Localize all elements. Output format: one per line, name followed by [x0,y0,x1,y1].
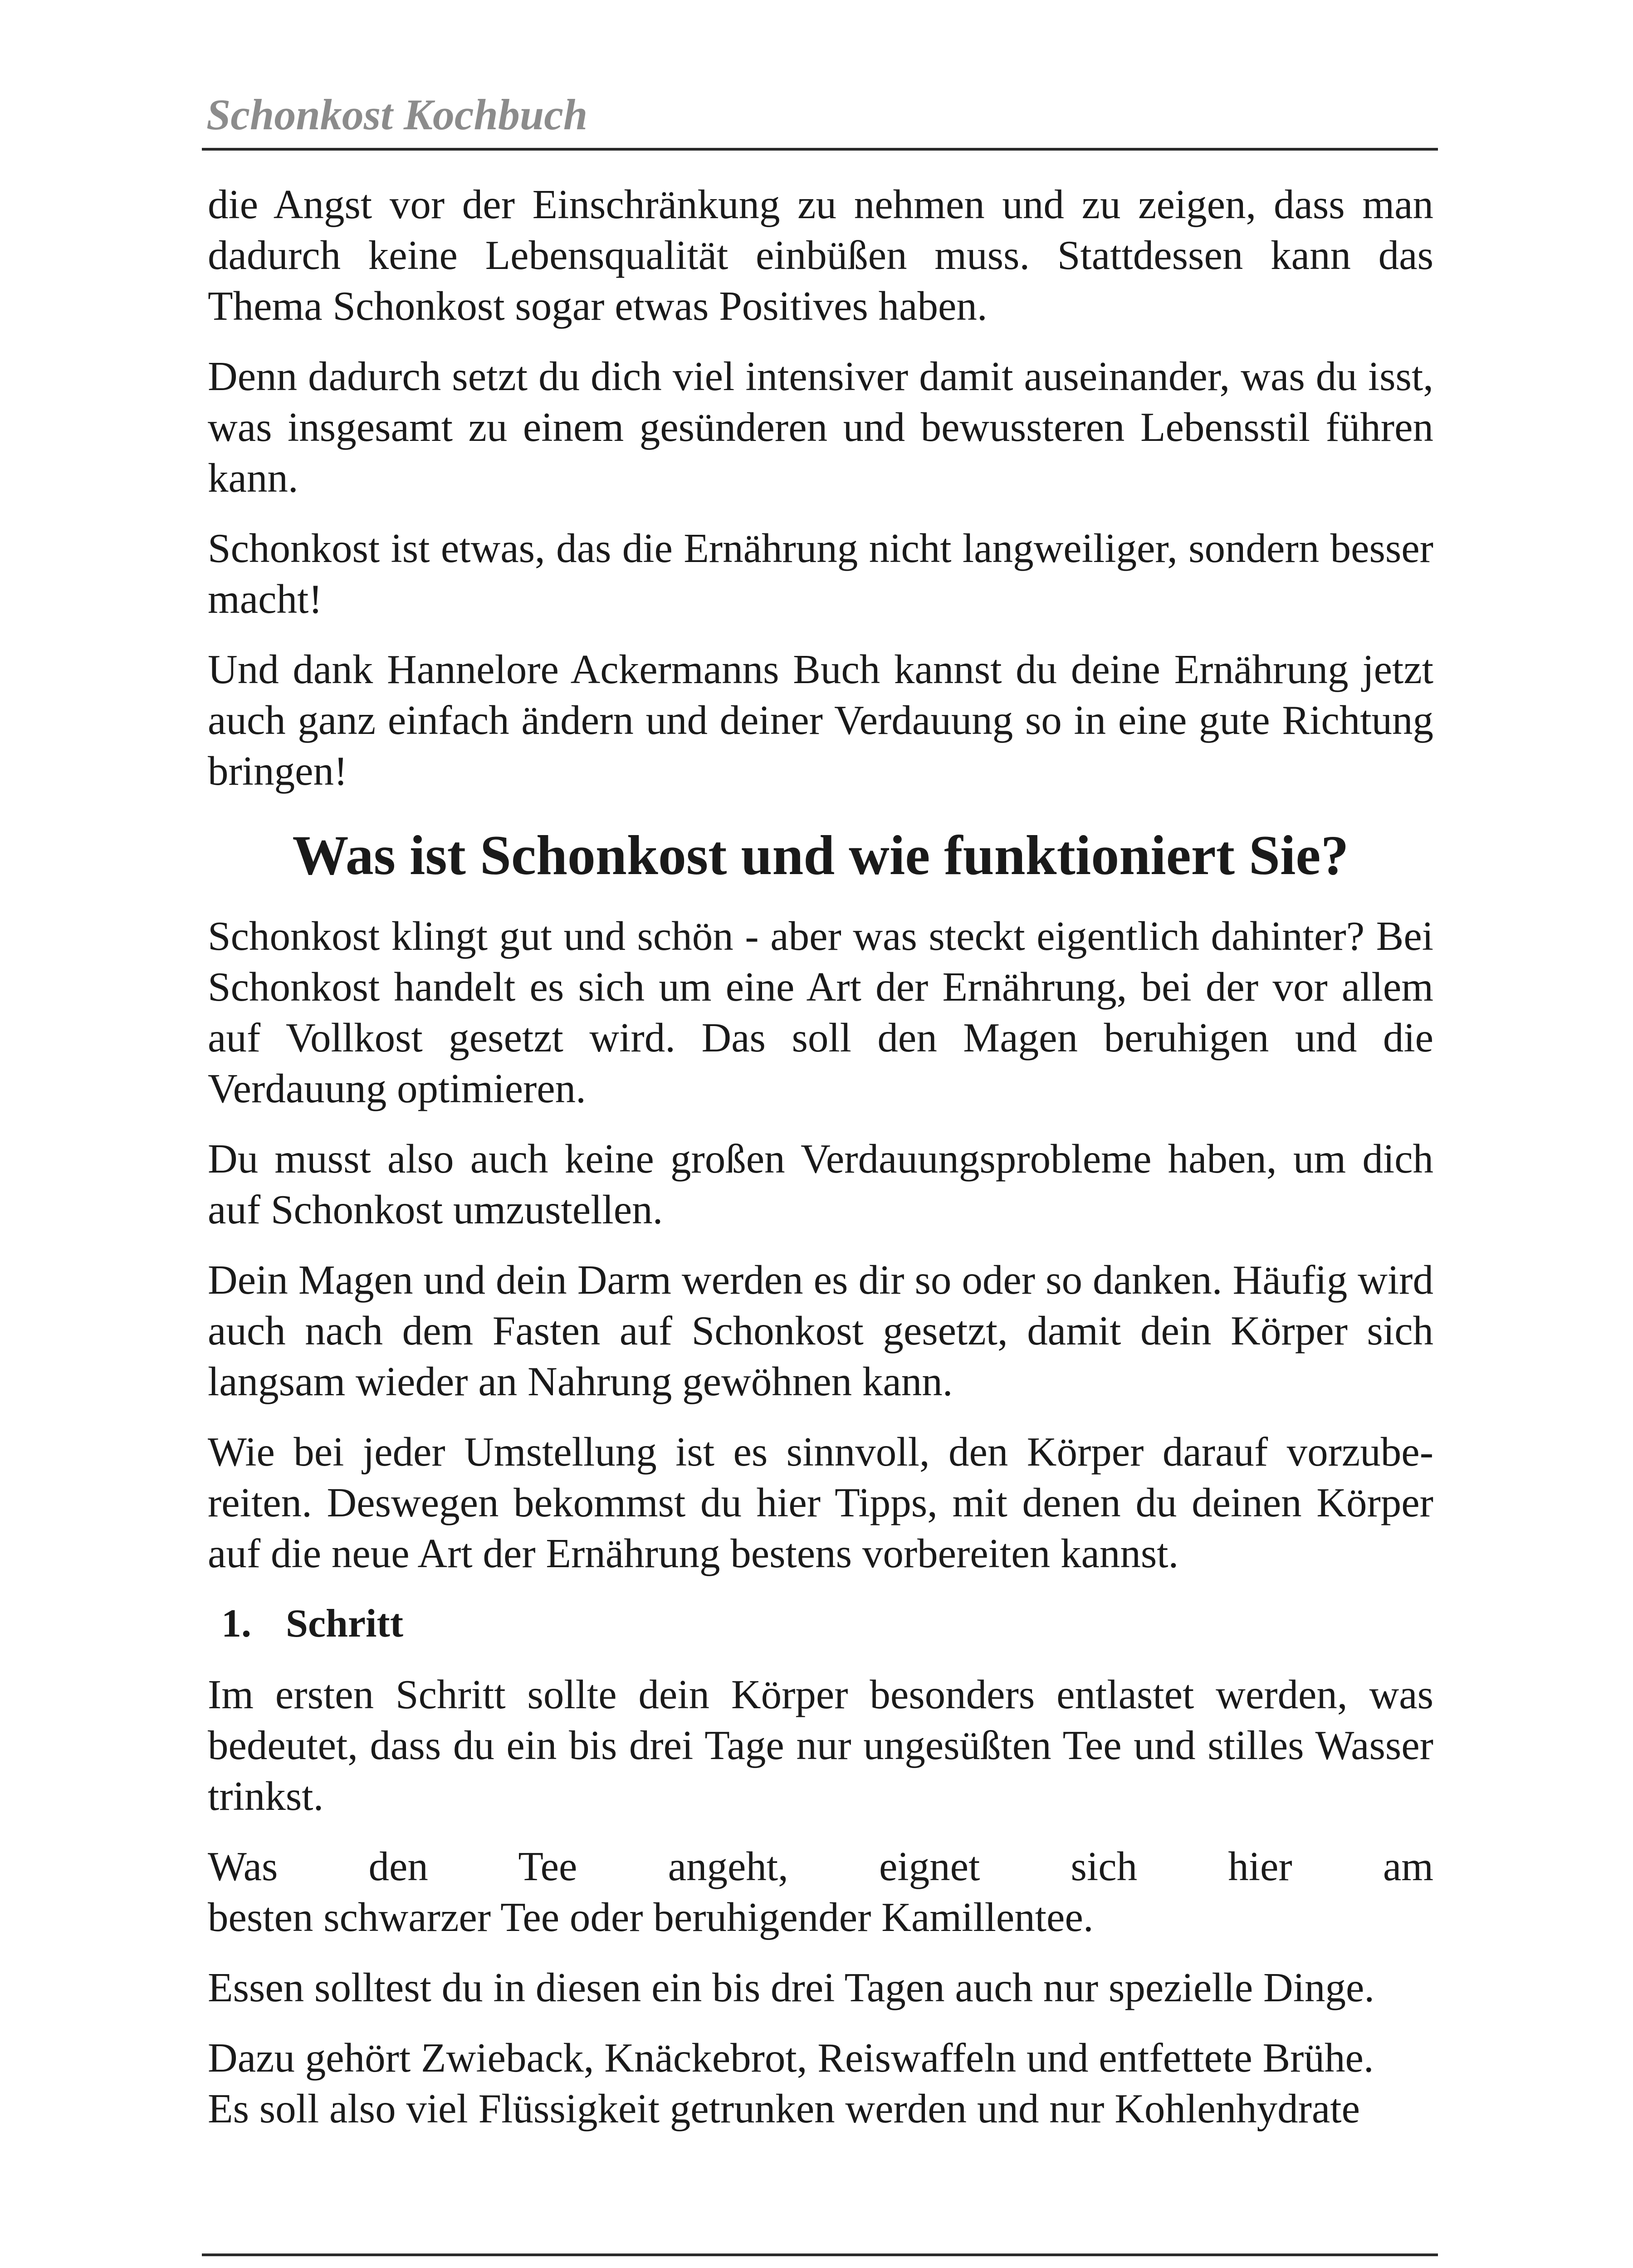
paragraph: Wie bei jeder Umstellung ist es sinnvoll, den Körper darauf vorzubereiten. Deswegen bekommst du hier Tipps, mit denen du deinen Körper auf die neue Art der Ernährung bestens vorbereiten kannst. [208,1429,1433,1576]
step-heading [208,1598,1433,1649]
paragraph: Denn dadurch setzt du dich viel intensiver damit auseinander, was du isst, was insgesamt zu einem gesünderen und bewussteren Lebensstil führen kann. [208,353,1433,501]
paragraph: Es soll also viel Flüssigkeit getrunken werden und nur Kohlenhydrate [208,2086,1360,2131]
paragraph: Im ersten Schritt sollte dein Körper besonders entlastet werden, was bedeutet, dass du ein bis drei Tage nur ungesüßten Tee und stilles Wasser trinkst. [208,1672,1433,1819]
paragraph: Schonkost ist etwas, das die Ernährung nicht langweiliger, sondern besser macht! [208,525,1433,622]
paragraph: Dein Magen und dein Darm werden es dir so oder so danken. Häufig wird auch nach dem Fasten auf Schonkost gesetzt, damit dein Körper sich langsam wieder an Nahrung gewöhnen kann. [208,1257,1433,1404]
paragraph-line: Was den Tee angeht, eignet sich hier am [208,1843,1433,1889]
step-number: 1. [221,1602,251,1646]
paragraph: Essen solltest du in diesen ein bis drei Tagen auch nur spezielle Dinge. [208,1965,1375,2010]
running-header [202,87,1438,151]
paragraph: die Angst vor der Einschränkung zu nehmen und zu zeigen, dass man dadurch keine Lebensqualität einbüßen muss. Stattdessen kann das Thema Schonkost sogar etwas Positives haben. [208,181,1433,329]
paragraph: Schonkost klingt gut und schön - aber was steckt eigentlich dahinter? Bei Schonkost handelt es sich um eine Art der Ernährung, bei der vor allem auf Vollkost gesetzt wird. Das soll den Magen beruhigen und die Verdauung optimieren. [208,913,1433,1111]
paragraph: Und dank Hannelore Ackermanns Buch kannst du deine Ernährung jetzt auch ganz einfach ändern und deiner Verdauung so in eine gute Richtung bringen! [208,646,1433,794]
paragraph: Du musst also auch keine großen Verdauungsprobleme haben, um dich auf Schonkost umzustellen. [208,1136,1433,1232]
step-title: Schritt [286,1602,404,1646]
paragraph-line: besten schwarzer Tee oder beruhigender Kamillentee. [208,1894,1094,1940]
page-body [208,179,1433,2134]
book-title: Schonkost Kochbuch [206,90,588,139]
paragraph: Dazu gehört Zwieback, Knäckebrot, Reiswaffeln und entfettete Brühe. [208,2035,1374,2081]
section-heading: Was ist Schonkost und wie funktioniert Sie? [292,824,1349,886]
running-footer [202,2253,1438,2268]
